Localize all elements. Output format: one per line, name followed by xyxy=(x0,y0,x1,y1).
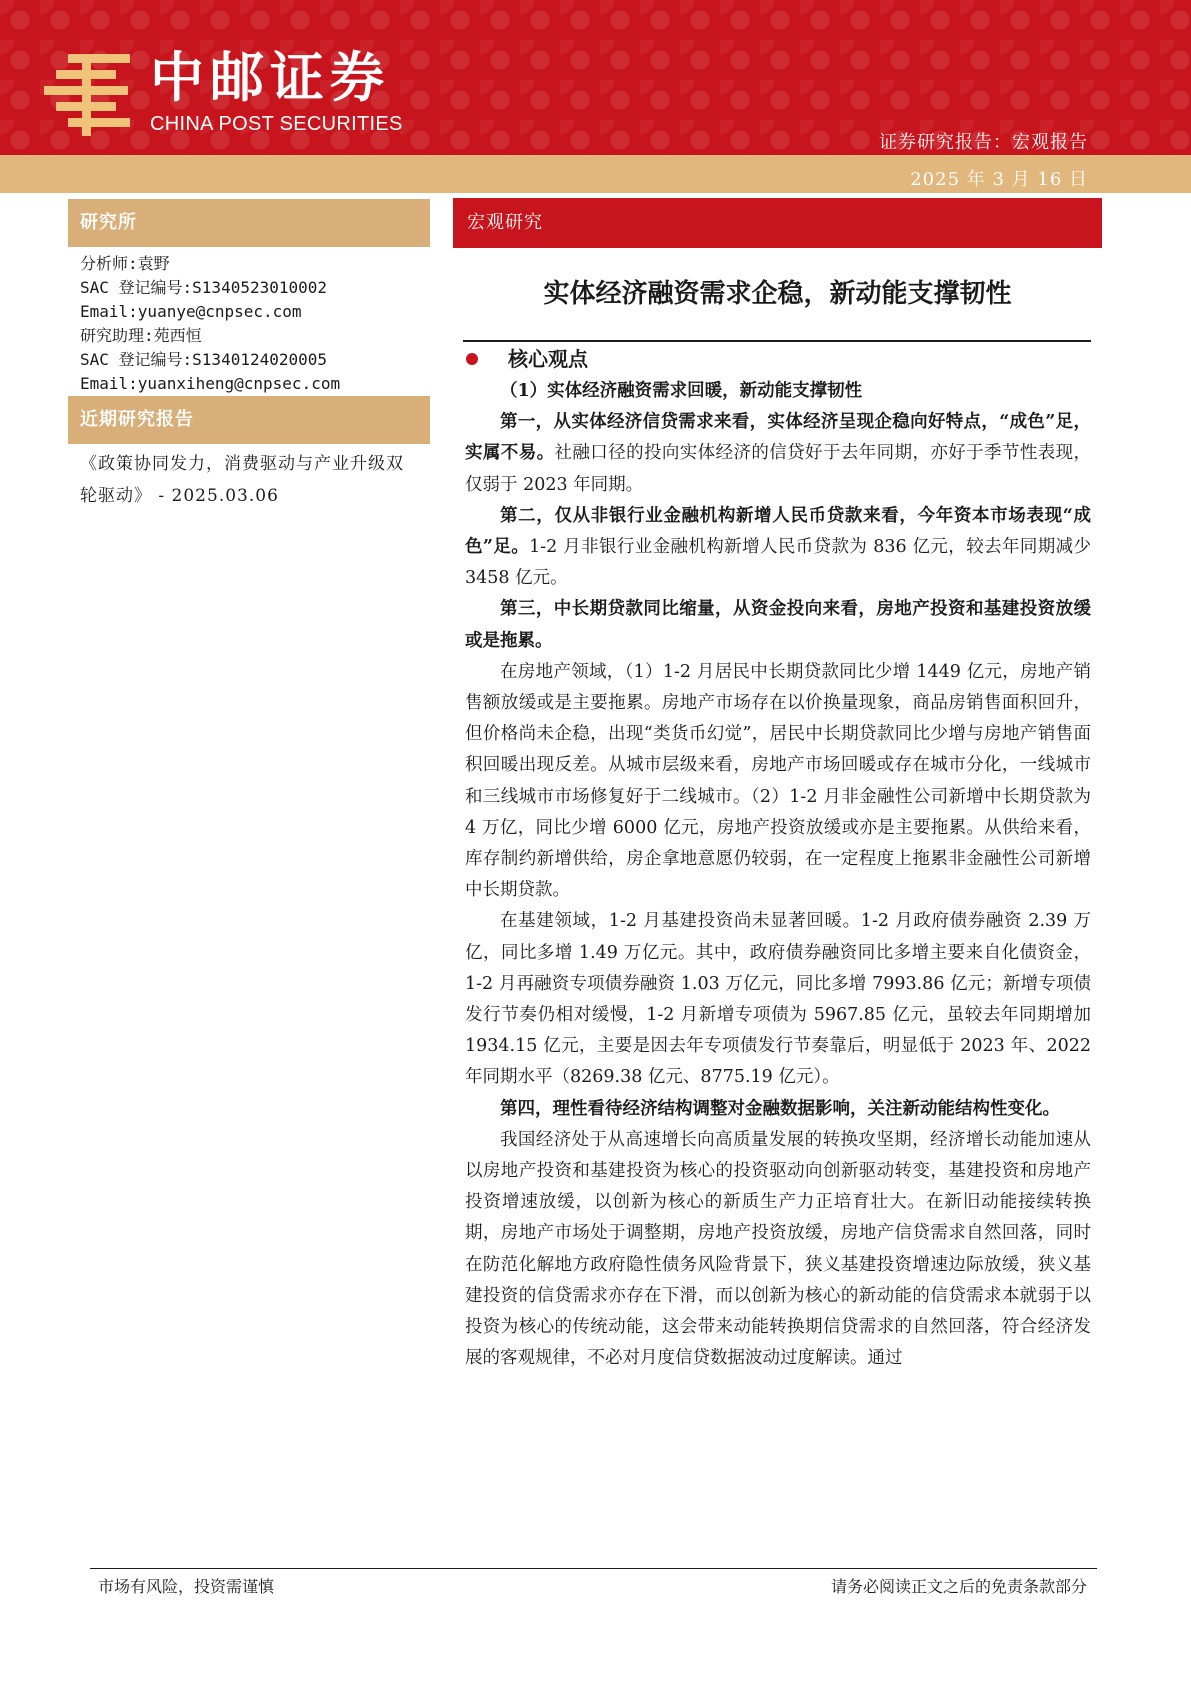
body-paragraph: 在房地产领域，（1）1-2 月居民中长期贷款同比少增 1449 亿元，房地产销售额放缓或是主要拖累。房地产市场存在以价换量现象，商品房销售面积回升，但价格尚未企稳，出现“类货币幻觉”，居民中长期贷款同比少增与房地产销售面积回暖出现反差。从城市层级来看，房地产市场回暖或存在城市分化，一线城市和三线城市市场修复好于二线城市。（2）1-2 月非金融性公司新增中长期贷款为 4 万亿，同比少增 6000 亿元，房地产投资放缓或亦是主要拖累。从供给来看，库存制约新增供给，房企拿地意愿仍较弱，在一定程度上拖累非金融性公司新增中长期贷款。 xyxy=(465,661,1091,901)
core-viewpoint-heading: 核心观点 xyxy=(508,347,588,371)
bullet-dot-icon xyxy=(466,353,478,365)
report-body xyxy=(465,376,1091,1375)
analyst-email: Email:yuanye@cnpsec.com xyxy=(80,302,302,321)
assistant-sac-number: SAC 登记编号:S1340124020005 xyxy=(80,350,328,369)
body-paragraph: 第三，中长期贷款同比缩量，从资金投向来看，房地产投资和基建投资放缓或是拖累。 xyxy=(465,599,1091,651)
disclaimer-notice: 请务必阅读正文之后的免责条款部分 xyxy=(830,1577,1087,1596)
recent-reports-heading: 近期研究报告 xyxy=(68,396,430,444)
report-type: 证券研究报告：宏观报告 xyxy=(879,132,1088,153)
analyst-info xyxy=(80,252,420,396)
body-paragraph: 第二，仅从非银行业金融机构新增人民币贷款来看，今年资本市场表现“成色”足。1-2 月非银行业金融机构新增人民币贷款为 836 亿元，较去年同期减少 3458 亿元。 xyxy=(465,505,1091,589)
footer-divider xyxy=(90,1568,1097,1569)
body-paragraph: （1）实体经济融资需求回暖，新动能支撑韧性 xyxy=(500,381,863,401)
analyst-name: 分析师:袁野 xyxy=(80,254,170,273)
brand-name-en: CHINA POST SECURITIES xyxy=(150,113,403,135)
risk-notice: 市场有风险，投资需谨慎 xyxy=(98,1577,275,1596)
body-paragraph: 我国经济处于从高速增长向高质量发展的转换攻坚期，经济增长动能加速从以房地产投资和基建投资为核心的投资驱动向创新驱动转变，基建投资和房地产投资增速放缓，以创新为核心的新质生产力正培育壮大。在新旧动能接续转换期，房地产市场处于调整期，房地产投资放缓，房地产信贷需求自然回落，同时在防范化解地方政府隐性债务风险背景下，狭义基建投资增速边际放缓，狭义基建投资的信贷需求亦存在下滑，而以创新为核心的新动能的信贷需求本就弱于以投资为核心的传统动能，这会带来动能转换期信贷需求的自然回落，符合经济发展的客观规律，不必对月度信贷数据波动过度解读。通过 xyxy=(465,1129,1091,1369)
brand-name-cn: 中邮证券 xyxy=(150,46,390,109)
institute-heading: 研究所 xyxy=(68,199,430,247)
china-post-logo-icon xyxy=(38,50,138,140)
body-paragraph: 在基建领域，1-2 月基建投资尚未显著回暖。1-2 月政府债券融资 2.39 万亿，同比多增 1.49 万亿元。其中，政府债券融资同比多增主要来自化债资金，1-2 月再融资专项债券融资 1.03 万亿元，同比多增 7993.86 亿元；新增专项债发行节奏仍相对缓慢，1-2 月新增专项债为 5967.85 亿元，虽较去年同期增加 1934.15 亿元，主要是因去年专项债发行节奏靠后，明显低于 2023 年、2022 年同期水平（8269.38 亿元、8775.19 亿元）。 xyxy=(465,911,1091,1088)
assistant-name: 研究助理:苑西恒 xyxy=(80,326,202,345)
body-paragraph: 第四，理性看待经济结构调整对金融数据影响，关注新动能结构性变化。 xyxy=(500,1098,1060,1119)
report-date: 2025 年 3 月 16 日 xyxy=(910,169,1088,190)
header-banner xyxy=(0,0,1191,155)
assistant-email: Email:yuanxiheng@cnpsec.com xyxy=(80,374,341,393)
body-paragraph: 第一，从实体经济信贷需求来看，实体经济呈现企稳向好特点，“成色”足，实属不易。社融口径的投向实体经济的信贷好于去年同期，亦好于季节性表现，仅弱于 2023 年同期。 xyxy=(465,412,1092,495)
title-divider xyxy=(463,340,1091,342)
analyst-sac-number: SAC 登记编号:S1340523010002 xyxy=(80,278,328,297)
recent-report-link[interactable]: 《政策协同发力，消费驱动与产业升级双轮驱动》 - 2025.03.06 xyxy=(80,454,404,506)
category-bar: 宏观研究 xyxy=(453,198,1102,248)
report-title: 实体经济融资需求企稳，新动能支撑韧性 xyxy=(543,279,1012,309)
